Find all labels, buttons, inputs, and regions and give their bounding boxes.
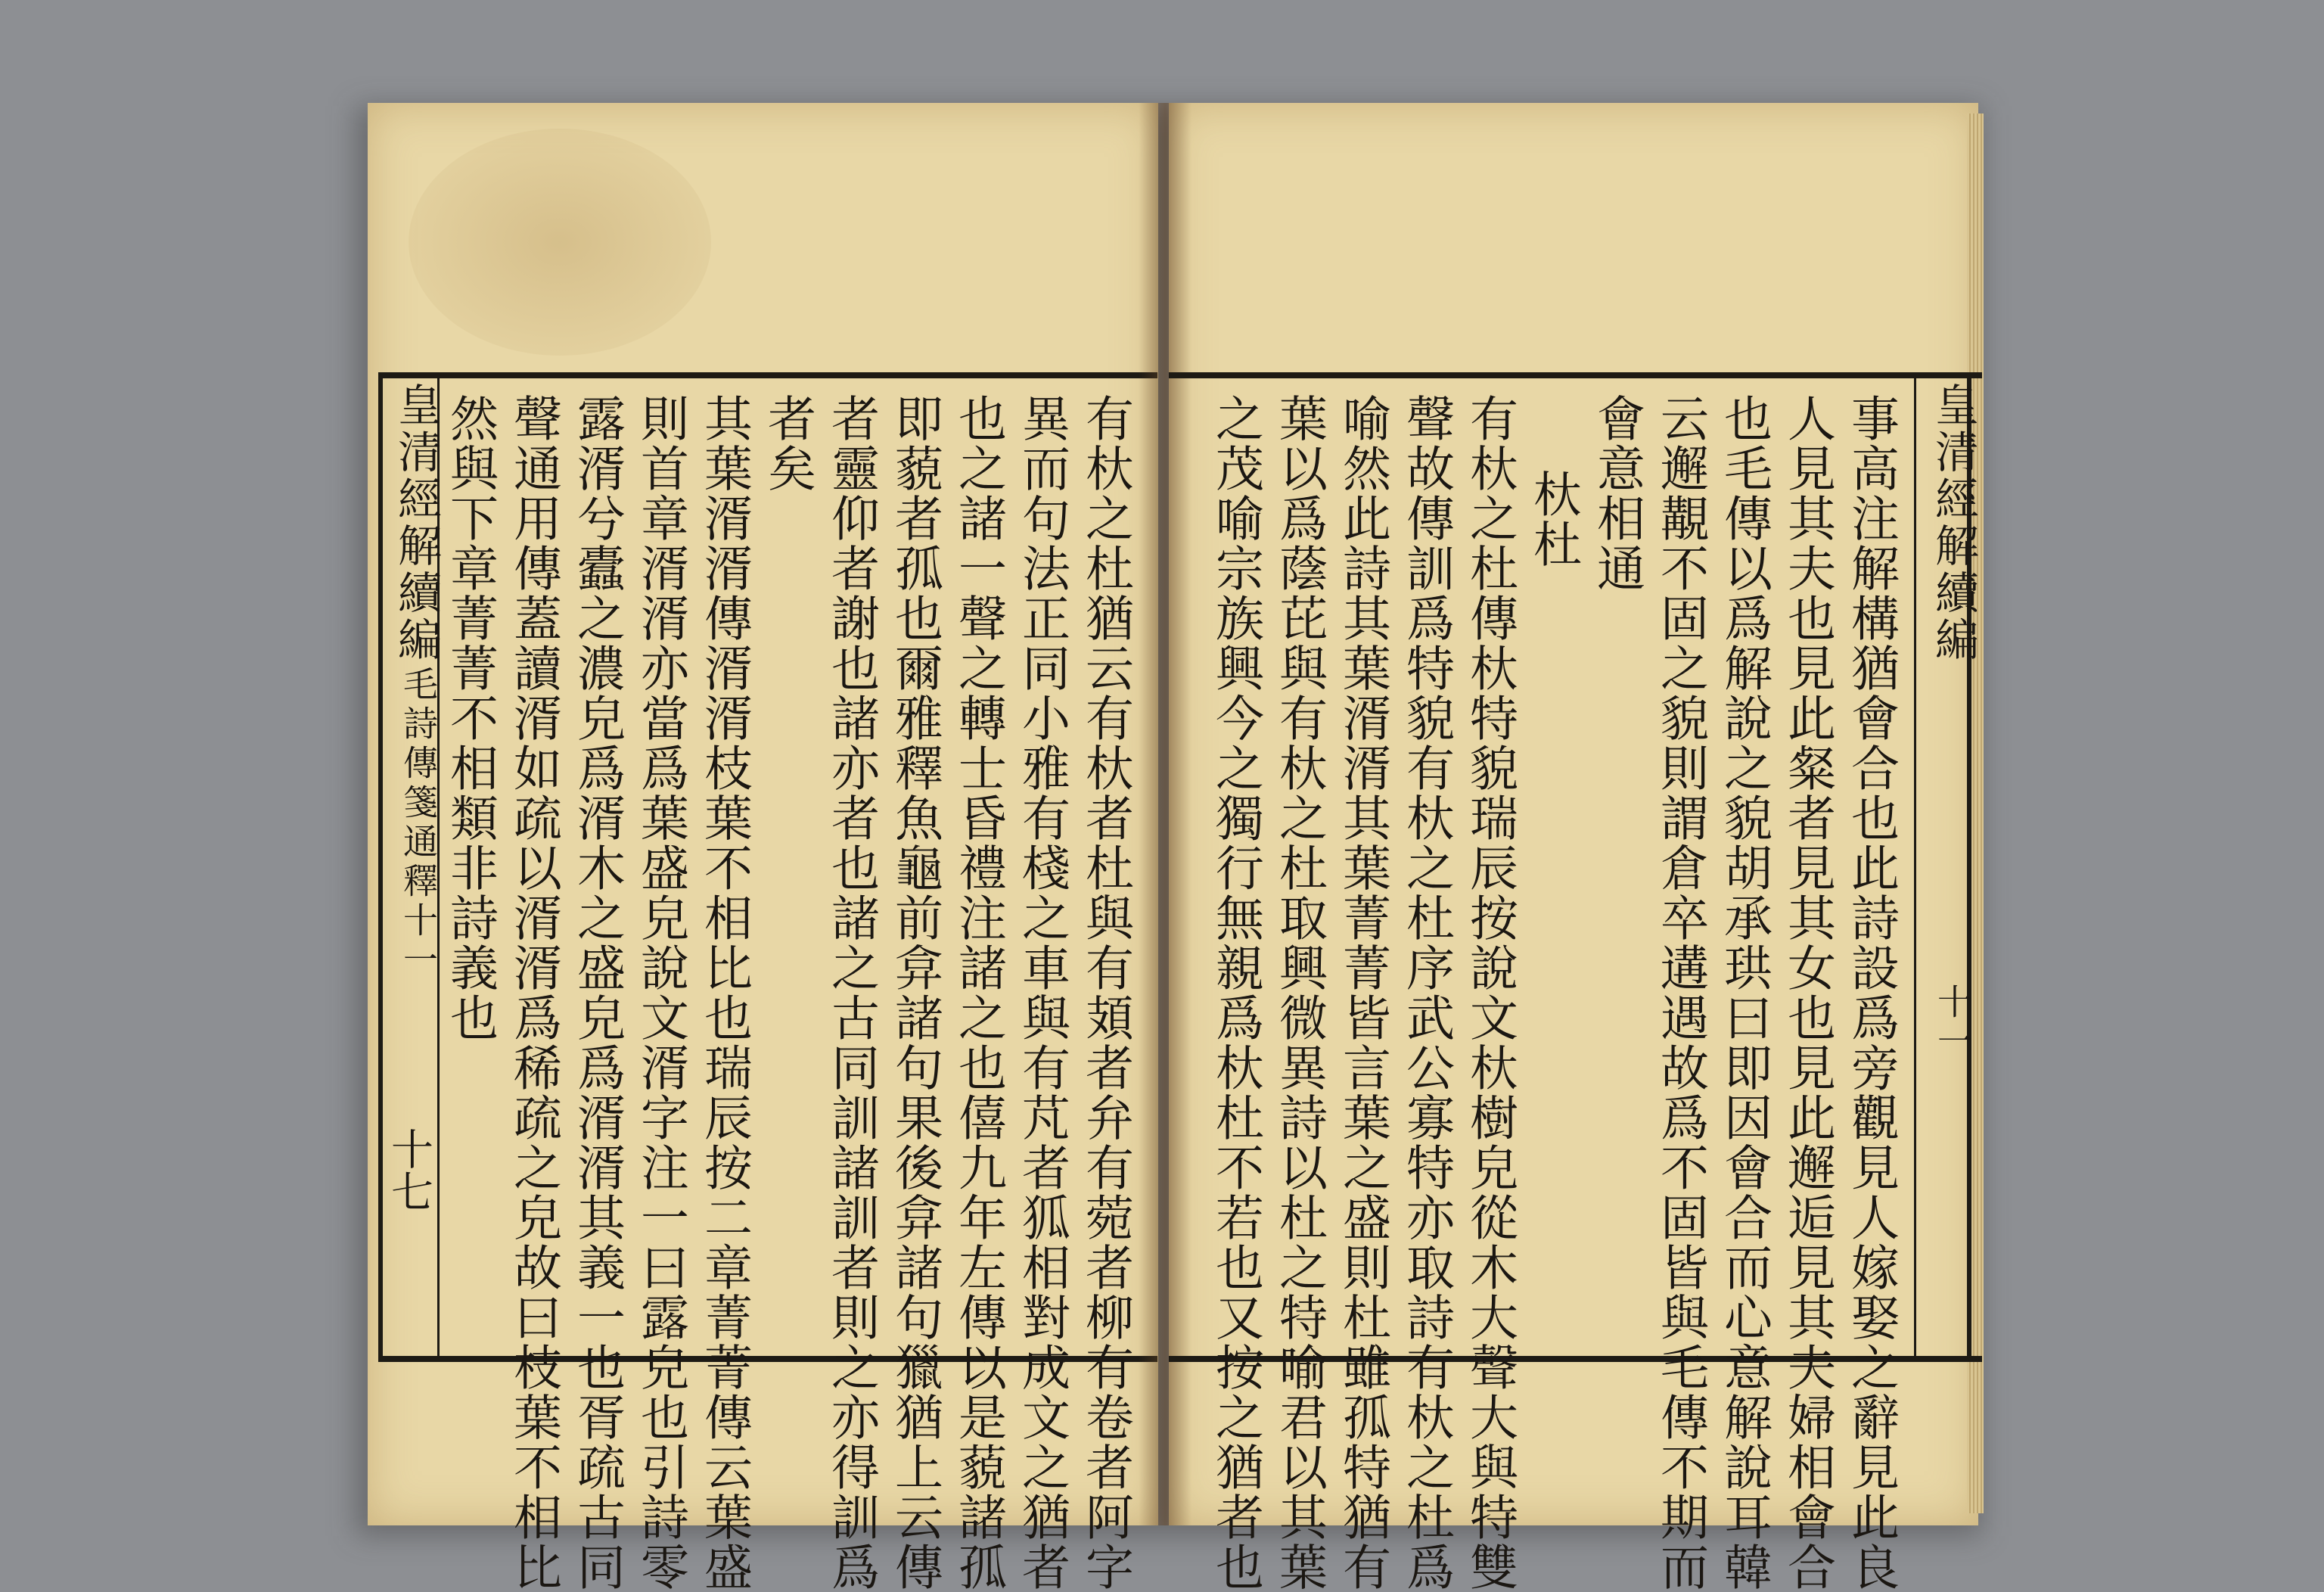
- right-text-column-5: 會意相通: [1589, 393, 1645, 593]
- right-text-column-11: 之茂喻宗族興今之獨行無親爲杕杜不若也又按之猶者也: [1207, 393, 1263, 1592]
- left-frame-outer: [378, 372, 383, 1362]
- right-text-column-10: 葉以爲蔭芘與有杕之杜取興微異詩以杜之特喻君以其葉: [1271, 393, 1327, 1592]
- paper-stain: [409, 129, 711, 356]
- left-text-column-6: 者矣: [760, 393, 816, 493]
- book-gutter: [1139, 103, 1192, 1525]
- left-page-number: 十七: [384, 1127, 433, 1212]
- left-text-column-9: 露湑兮蠹之濃皃爲湑木之盛皃爲湑湑其義一也胥疏古同: [569, 393, 625, 1592]
- left-text-column-5: 者靈仰者謝也諸亦者也諸之古同訓諸訓者則之亦得訓爲: [823, 393, 879, 1592]
- left-running-title: 皇清經解續編: [390, 382, 442, 664]
- left-text-column-10: 聲通用傳蓋讀湑如疏以湑湑爲稀疏之皃故曰枝葉不相比: [505, 393, 561, 1592]
- right-frame-top: [1169, 372, 1982, 378]
- right-chapter-label: 十一: [1932, 984, 1973, 1062]
- left-chapter-label: 毛詩傳箋通釋十一: [398, 666, 439, 981]
- right-banxin-line: [1914, 372, 1916, 1362]
- left-text-column-3: 也之諸一聲之轉士昏禮注諸之也僖九年左傳以是藐諸孤: [950, 393, 1006, 1592]
- left-text-column-2: 異而句法正同小雅有棧之車與有芃者狐相對成文之猶者: [1014, 393, 1070, 1592]
- left-text-column-8: 則首章湑湑亦當爲葉盛皃說文湑字注一曰露皃也引詩零: [632, 393, 688, 1592]
- left-text-column-11: 然與下章菁菁不相類非詩義也: [442, 393, 498, 1043]
- right-text-column-1: 事高注解構猶會合也此詩設爲旁觀見人嫁娶之辭見此良: [1843, 393, 1899, 1592]
- right-section-heading: 杕杜: [1525, 469, 1581, 569]
- left-text-column-4: 即藐者孤也爾雅釋魚龜前弇諸句果後弇諸句獵猶上云傳: [887, 393, 943, 1592]
- right-text-column-4: 云邂覯不固之貌則謂倉卒遘遇故爲不固皆與毛傳不期而: [1652, 393, 1708, 1592]
- right-text-column-8: 聲故傳訓爲特貌有杕之杜序武公寡特亦取詩有杕之杜爲: [1398, 393, 1454, 1592]
- right-running-title: 皇清經解續編: [1928, 382, 1979, 664]
- right-text-column-7: 有杕之杜傳杕特貌瑞辰按說文杕樹皃從木大聲大與特雙: [1462, 393, 1518, 1592]
- right-text-column-9: 喻然此詩其葉湑湑其葉菁菁皆言葉之盛則杜雖孤特猶有: [1334, 393, 1390, 1592]
- left-frame-top: [378, 372, 1157, 378]
- right-text-column-3: 也毛傳以爲解說之貌胡承珙曰即因會合而心意解說耳韓: [1716, 393, 1772, 1592]
- left-text-column-1: 有杕之杜猶云有杕者杜與有頍者弁有菀者柳有卷者阿字: [1077, 393, 1133, 1592]
- left-text-column-7: 其葉湑湑傳湑湑枝葉不相比也瑞辰按二章菁菁傳云葉盛: [696, 393, 752, 1592]
- right-text-column-2: 人見其夫也見此粲者見其女也見此邂逅見其夫婦相會合: [1779, 393, 1835, 1592]
